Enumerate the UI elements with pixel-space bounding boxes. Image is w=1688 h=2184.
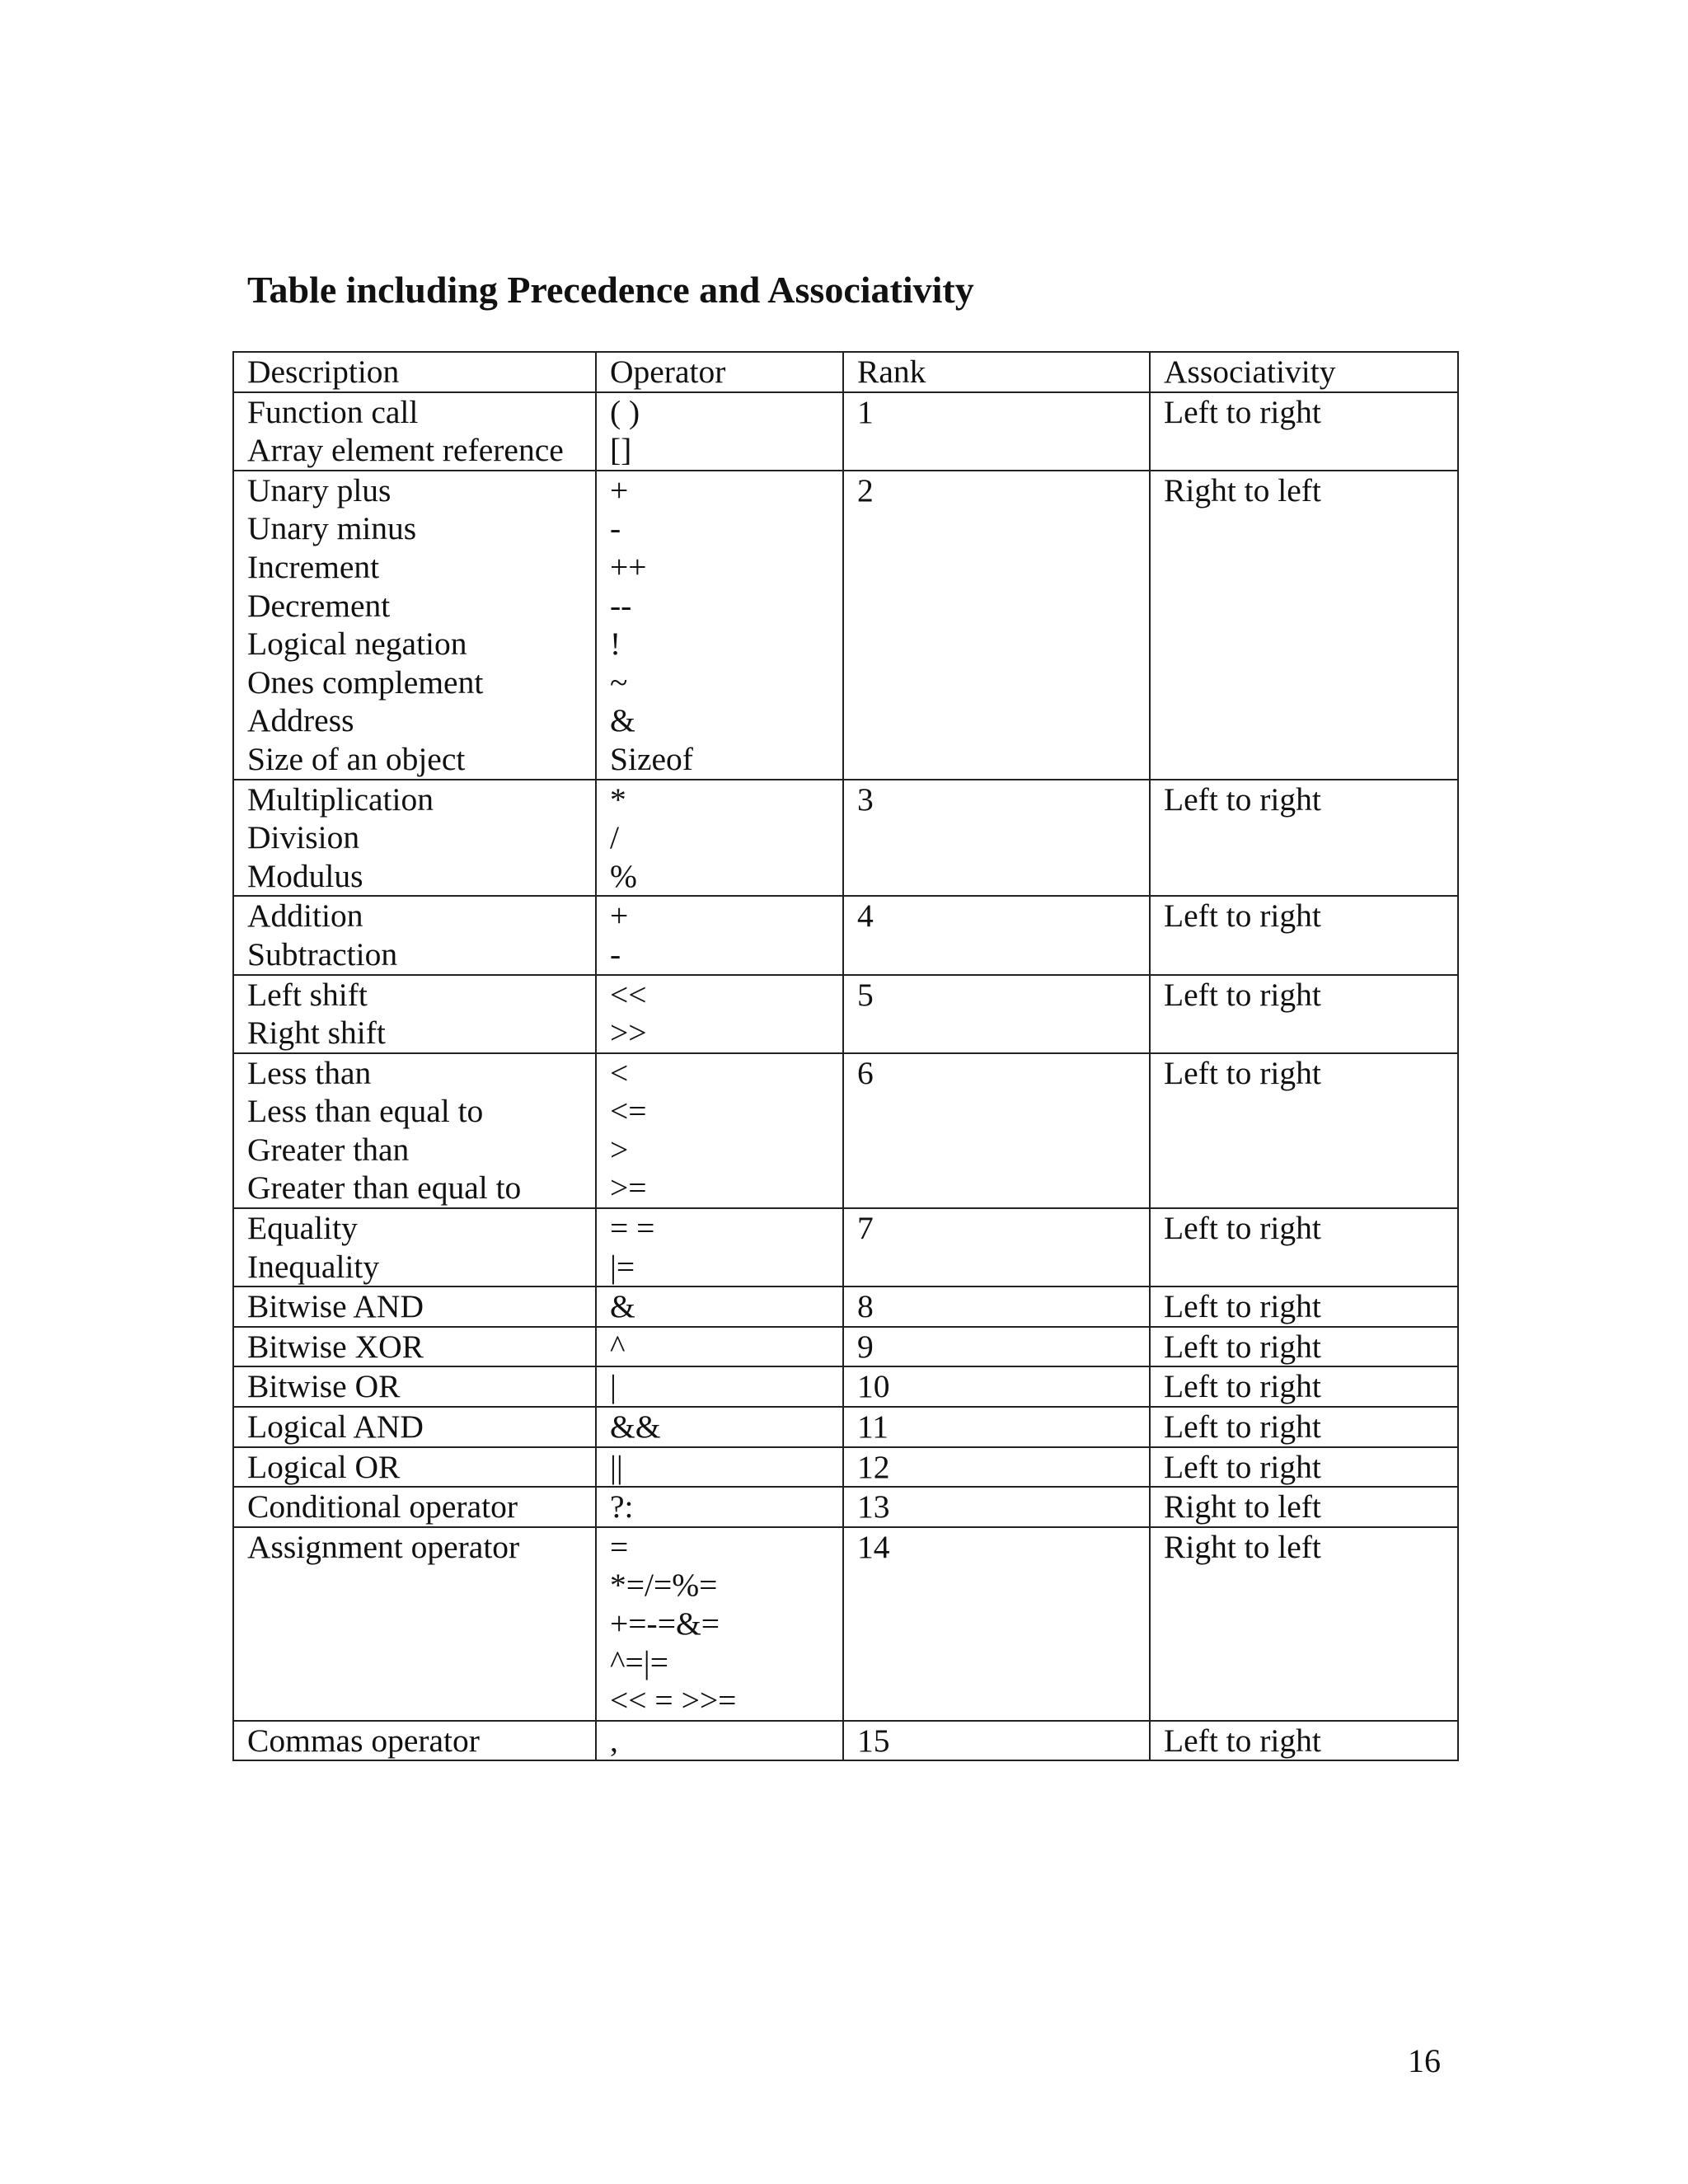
operator-line: +=-=&= [610,1605,720,1642]
description-line: Size of an object [247,740,466,777]
description-line: Decrement [247,587,391,624]
header-operator: Operator [596,352,843,392]
cell-description [233,1366,596,1407]
description-line: Conditional operator [247,1488,518,1526]
precedence-table [232,351,1459,1761]
cell-description [233,1286,596,1327]
cell-description [233,1407,596,1447]
cell-description [233,392,596,471]
operator-line: ++ [610,548,647,585]
cell-rank: 2 [843,471,1150,780]
operator-line: , [610,1722,618,1759]
description-line: Address [247,702,354,739]
operator-line: - [610,935,621,972]
cell-associativity: Right to left [1150,471,1458,780]
cell-associativity: Left to right [1150,1407,1458,1447]
cell-operator [596,1366,843,1407]
table-body [233,392,1458,1761]
table-row [233,1208,1458,1286]
cell-operator [596,1527,843,1721]
cell-operator [596,1447,843,1488]
description-line: Right shift [247,1015,386,1052]
cell-operator [596,1208,843,1286]
description-line: Division [247,819,360,856]
table-row [233,392,1458,471]
table-row [233,1407,1458,1447]
description-line: Less than equal to [247,1093,484,1130]
operator-line: / [610,819,619,856]
table-row [233,1286,1458,1327]
cell-description [233,896,596,974]
cell-description [233,1721,596,1761]
description-line: Function call [247,393,419,430]
table-row [233,1721,1458,1761]
description-line: Addition [247,898,363,935]
operator-line: >= [610,1169,647,1207]
description-line: Increment [247,548,380,585]
cell-operator [596,975,843,1053]
cell-rank: 4 [843,896,1150,974]
operator-line: |= [610,1248,635,1285]
operator-line: | [610,1368,617,1405]
cell-rank: 8 [843,1286,1150,1327]
cell-associativity: Left to right [1150,1053,1458,1208]
table-row [233,1366,1458,1407]
operator-line: - [610,510,621,547]
cell-description [233,1527,596,1721]
cell-associativity: Left to right [1150,1286,1458,1327]
description-line: Logical OR [247,1448,401,1485]
description-line: Inequality [247,1248,380,1285]
operator-line: && [610,1408,661,1446]
operator-line: <= [610,1093,647,1130]
cell-description [233,975,596,1053]
cell-description [233,1053,596,1208]
table-row [233,975,1458,1053]
operator-line: Sizeof [610,740,693,777]
description-line: Bitwise XOR [247,1328,424,1365]
cell-associativity: Left to right [1150,1208,1458,1286]
description-line: Array element reference [247,432,564,469]
cell-rank: 6 [843,1053,1150,1208]
cell-rank: 14 [843,1527,1150,1721]
description-line: Multiplication [247,780,434,818]
operator-line: ~ [610,663,628,701]
cell-rank: 5 [843,975,1150,1053]
description-line: Logical negation [247,626,467,663]
description-line: Equality [247,1210,358,1247]
operator-line: * [610,780,626,818]
cell-operator [596,471,843,780]
description-line: Assignment operator [247,1528,520,1565]
operator-line: << [610,976,647,1013]
cell-associativity: Right to left [1150,1487,1458,1527]
description-line: Greater than [247,1131,410,1168]
description-line: Modulus [247,857,363,894]
cell-rank: 3 [843,780,1150,897]
cell-operator [596,896,843,974]
table-row [233,780,1458,897]
header-description: Description [233,352,596,392]
cell-associativity: Left to right [1150,975,1458,1053]
cell-associativity: Left to right [1150,896,1458,974]
description-line: Logical AND [247,1408,424,1446]
operator-line: + [610,471,629,509]
cell-associativity: Left to right [1150,1721,1458,1761]
cell-rank: 1 [843,392,1150,471]
operator-line: = = [610,1210,655,1247]
operator-line: *=/=%= [610,1567,718,1604]
page-title: Table including Precedence and Associativity [247,269,974,311]
cell-description [233,1327,596,1367]
table-row [233,1053,1458,1208]
table-row [233,1327,1458,1367]
cell-associativity: Left to right [1150,392,1458,471]
cell-rank: 12 [843,1447,1150,1488]
table-row [233,896,1458,974]
cell-operator [596,1721,843,1761]
table-row [233,471,1458,780]
operator-line: % [610,857,637,894]
header-associativity: Associativity [1150,352,1458,392]
table-row [233,1447,1458,1488]
cell-operator [596,1407,843,1447]
description-line: Ones complement [247,663,484,701]
operator-line: < [610,1054,629,1091]
table-header-row [233,352,1458,392]
operator-line: + [610,898,629,935]
description-line: Greater than equal to [247,1169,522,1207]
cell-associativity: Left to right [1150,1366,1458,1407]
cell-rank: 10 [843,1366,1150,1407]
operator-line: [] [610,432,632,469]
operator-line: ! [610,626,621,663]
operator-line: ^ [610,1328,626,1365]
cell-operator [596,1487,843,1527]
operator-line: ?: [610,1488,634,1526]
cell-rank: 15 [843,1721,1150,1761]
cell-operator [596,1286,843,1327]
operator-line: = [610,1528,629,1565]
cell-associativity: Right to left [1150,1527,1458,1721]
operator-line: & [610,702,635,739]
cell-description [233,1208,596,1286]
description-line: Left shift [247,976,368,1013]
cell-rank: 11 [843,1407,1150,1447]
description-line: Bitwise AND [247,1288,424,1325]
cell-rank: 13 [843,1487,1150,1527]
operator-line: & [610,1288,635,1325]
cell-rank: 9 [843,1327,1150,1367]
description-line: Subtraction [247,935,398,972]
operator-line: << = >>= [610,1682,737,1719]
operator-line: -- [610,587,632,624]
header-rank: Rank [843,352,1150,392]
description-line: Less than [247,1054,372,1091]
operator-line: >> [610,1015,647,1052]
cell-associativity: Left to right [1150,1327,1458,1367]
cell-description [233,471,596,780]
cell-rank: 7 [843,1208,1150,1286]
cell-description [233,1487,596,1527]
description-line: Bitwise OR [247,1368,401,1405]
operator-line: > [610,1131,629,1168]
cell-description [233,780,596,897]
operator-line: ( ) [610,393,640,430]
cell-associativity: Left to right [1150,1447,1458,1488]
cell-description [233,1447,596,1488]
cell-operator [596,392,843,471]
cell-operator [596,1053,843,1208]
description-line: Unary plus [247,471,392,509]
cell-associativity: Left to right [1150,780,1458,897]
cell-operator [596,1327,843,1367]
description-line: Unary minus [247,510,417,547]
operator-line: ^=|= [610,1643,668,1680]
operator-line: || [610,1448,623,1485]
description-line: Commas operator [247,1722,480,1759]
table-row [233,1527,1458,1721]
page-number: 16 [1408,2042,1441,2079]
table-row [233,1487,1458,1527]
cell-operator [596,780,843,897]
